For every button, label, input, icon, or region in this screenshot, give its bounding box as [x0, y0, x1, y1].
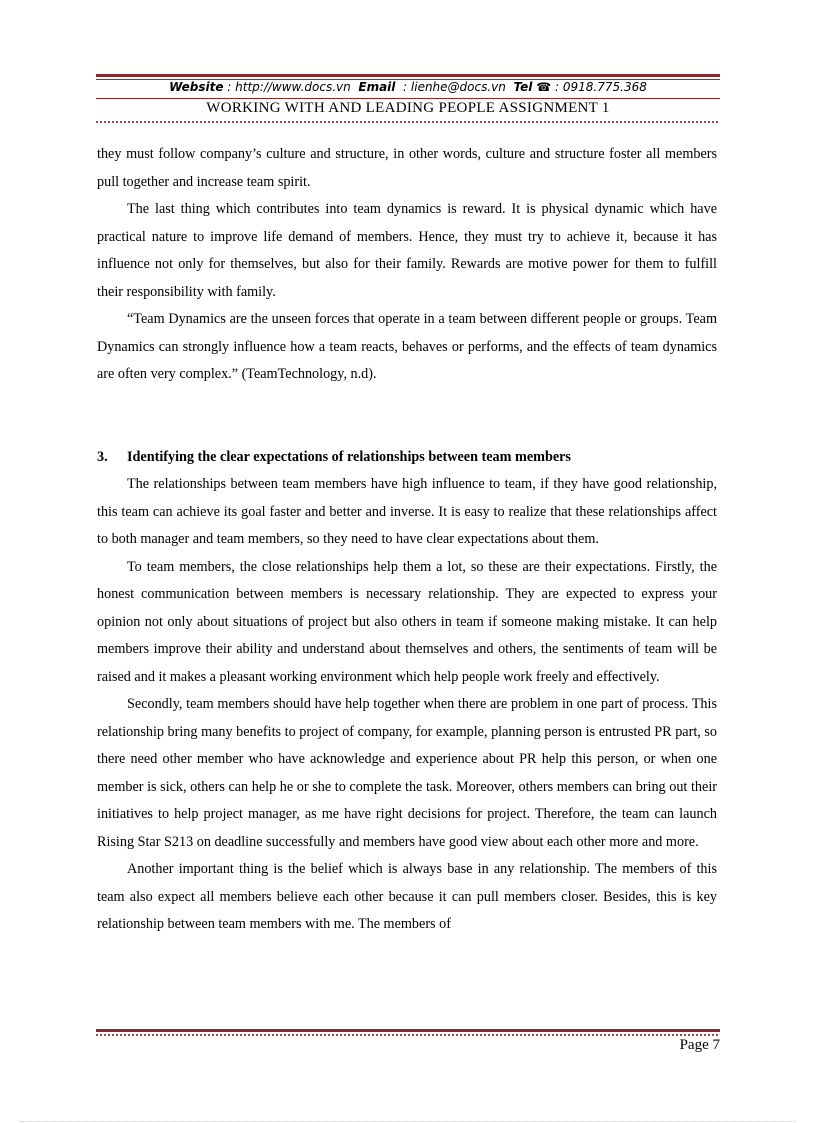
- paragraph-5: To team members, the close relationships help them a lot, so these are their expectations. Firstly, the honest communication between members is necessary relationship. They are expected to express your opinion not only about situations of project but also others in team if someone making mistake. It can help members improve their ability and understand about themselves and others, the sentiments of team will be raised and it makes a pleasant working environment which help people work freely and effectively.: [97, 558, 717, 685]
- paragraph-2: The last thing which contributes into team dynamics is reward. It is physical dynamic which have practical nature to improve life demand of members. Hence, they must try to achieve it, because it has influence not only for themselves, but also for their family. Rewards are motive power for them to fulfill their responsibility with family.: [97, 201, 717, 300]
- paragraph-6: Secondly, team members should have help together when there are problem in one part of process. This relationship bring many benefits to project of company, for example, planning person is entrusted PR part, so there need other member who have acknowledge and experience about PR help this person, or when one member is sick, others can help he or she to complete the task. Moreover, others members can bring out their initiatives to help project manager, as me have right decisions for project. Therefore, the team can launch Rising Star S213 on deadline successfully and members have good view about each other more and more.: [97, 696, 717, 850]
- page-number: Page 7: [679, 1037, 720, 1053]
- website-label: Website: [169, 80, 224, 94]
- paragraph-4: The relationships between team members have high influence to team, if they have good relationship, this team can achieve its goal faster and better and inverse. It is easy to realize that these relationships affect to both manager and team members, so they need to have clear expectations about them.: [97, 476, 717, 547]
- phone-icon: ☎: [536, 80, 552, 94]
- section-gap: [97, 416, 717, 444]
- website-value: : http://www.docs.vn: [227, 80, 351, 94]
- document-body: [97, 141, 717, 939]
- header-rule-top: [96, 74, 720, 77]
- header-rule-bottom: [96, 121, 720, 123]
- section-gap: [97, 389, 717, 417]
- section-heading: [97, 444, 717, 472]
- header-contact-line: [96, 80, 720, 94]
- email-label: Email: [358, 80, 396, 94]
- section-number: 3.: [97, 448, 108, 465]
- email-value: : lienhe@docs.vn: [403, 80, 506, 94]
- footer-rule-dots: [96, 1034, 720, 1036]
- tel-value: : 0918.775.368: [555, 80, 647, 94]
- footer-rule-top: [96, 1029, 720, 1032]
- page-title: WORKING WITH AND LEADING PEOPLE ASSIGNMENT 1: [206, 100, 610, 116]
- paragraph-3: “Team Dynamics are the unseen forces that operate in a team between different people or groups. Team Dynamics can strongly influence how a team reacts, behaves or performs, and the effects of team dynamics are often very complex.” (TeamTechnology, n.d).: [97, 311, 717, 382]
- header-rule-middle: [96, 98, 720, 99]
- paragraph-7: Another important thing is the belief which is always base in any relationship. The members of this team also expect all members believe each other because it can pull members closer. Besides, this is key relationship between team members with me. The members of: [97, 861, 717, 932]
- section-title: Identifying the clear expectations of relationships between team members: [127, 448, 571, 465]
- paragraph-1: they must follow company’s culture and structure, in other words, culture and structure foster all members pull together and increase team spirit.: [97, 146, 717, 190]
- tel-label: Tel: [513, 80, 533, 94]
